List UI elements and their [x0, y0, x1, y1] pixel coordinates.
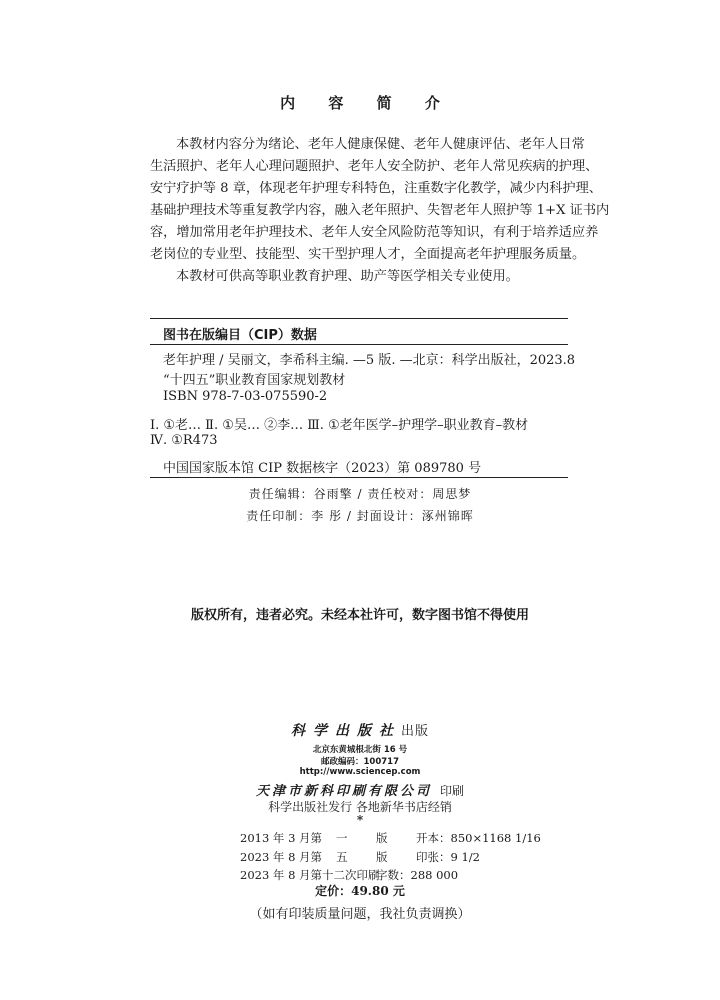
quality-notice: （如有印装质量问题，我社负责调换）	[249, 907, 471, 922]
publisher-postcode: 邮政编码：100717	[321, 757, 399, 767]
intro-line: 安宁疗护等 8 章，体现老年护理专科特色，注重数字化教学，减少内科护理、	[150, 181, 602, 196]
publisher-line	[0, 720, 720, 740]
cip-isbn: ISBN 978-7-03-075590-2	[163, 389, 328, 404]
intro-line: 老岗位的专业型、技能型、实干型护理人才，全面提高老年护理服务质量。	[150, 247, 586, 262]
intro-line: 本教材内容分为绪论、老年人健康保健、老年人健康评估、老年人日常	[176, 137, 585, 152]
cip-bottom-rule	[150, 477, 568, 478]
price: 定价：49.80 元	[315, 884, 405, 898]
printing-row: 2013 年 3 月第 一 版 开本：850×1168 1/16	[240, 831, 541, 845]
staff-line: 责任印制：李 彤 / 封面设计：涿州锦晖	[246, 509, 474, 523]
page-title: 内 容 简 介	[280, 94, 454, 112]
intro-line: 容，增加常用老年护理技术、老年人安全风险防范等知识，有利于培养适应养	[150, 225, 599, 240]
intro-line: 生活照护、老年人心理问题照护、老年人安全防护、老年人常见疾病的护理、	[150, 159, 599, 174]
cip-top-rule	[150, 318, 568, 319]
publisher-suffix: 出版	[400, 724, 429, 739]
cip-line: 老年护理 / 吴丽文，李希科主编. —5 版. —北京：科学出版社，2023.8	[163, 353, 576, 368]
cip-title: 图书在版编目（CIP）数据	[163, 328, 317, 343]
publisher-url: http://www.sciencep.com	[299, 767, 421, 777]
staff-line: 责任编辑：谷雨擎 / 责任校对：周思梦	[248, 487, 472, 501]
printing-row: 2023 年 8 月第 五 版 印张：9 1/2	[240, 850, 480, 864]
cip-verification: 中国国家版本馆 CIP 数据核字（2023）第 089780 号	[163, 461, 482, 476]
copyright-notice: 版权所有，违者必究。未经本社许可，数字图书馆不得使用	[190, 608, 529, 623]
publisher-name: 科学出版社	[290, 723, 401, 739]
separator-star: *	[356, 813, 364, 827]
cip-classification: Ⅳ. ①R473	[150, 433, 218, 448]
distribution-line: 科学出版社发行 各地新华书店经销	[268, 800, 452, 814]
printing-row: 2023 年 8 月第十二次印刷字数：288 000	[240, 868, 459, 882]
printer-name: 天津市新科印刷有限公司	[255, 784, 432, 799]
publisher-address: 北京东黄城根北街 16 号	[312, 745, 408, 755]
cip-classification: Ⅰ. ①老… Ⅱ. ①吴… ②李… Ⅲ. ①老年医学–护理学–职业教育–教材	[150, 418, 529, 433]
cip-line: “十四五”职业教育国家规划教材	[163, 373, 346, 388]
intro-usage: 本教材可供高等职业教育护理、助产等医学相关专业使用。	[176, 269, 519, 284]
cip-title-rule	[150, 344, 568, 345]
intro-section	[150, 134, 610, 288]
printer-line	[0, 780, 720, 799]
printer-suffix: 印刷	[440, 784, 465, 798]
intro-line: 基础护理技术等重复教学内容，融入老年照护、失智老年人照护等 1+X 证书内	[150, 203, 610, 218]
